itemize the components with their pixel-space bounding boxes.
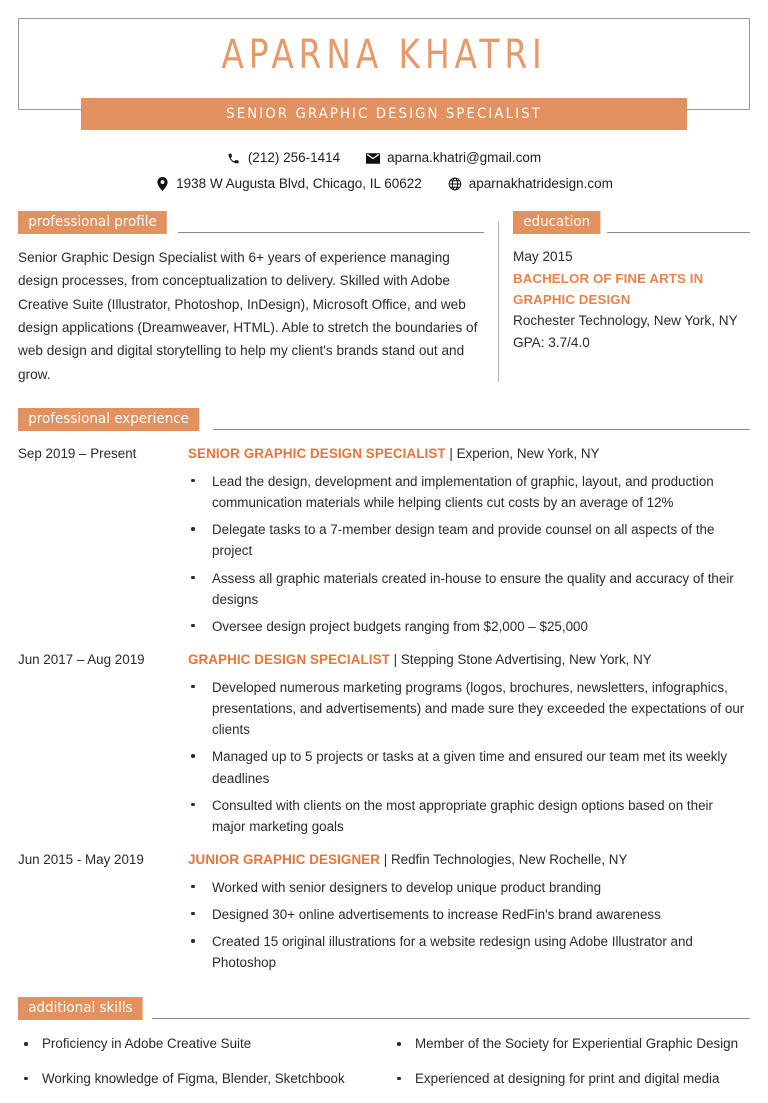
- experience-bullet: Developed numerous marketing programs (logos, brochures, newsletters, infographics, presentations, and advertisements) and made sure they exceeded the expectations of our clients: [188, 677, 750, 741]
- section-header-education: [513, 211, 750, 234]
- experience-date: Jun 2015 - May 2019: [18, 852, 144, 868]
- education-date: May 2015: [513, 248, 573, 264]
- section-header-experience: [18, 408, 750, 431]
- experience-role: GRAPHIC DESIGN SPECIALIST: [188, 652, 390, 668]
- experience-bullet: Created 15 original illustrations for a website redesign using Adobe Illustrator and Photoshop: [188, 931, 750, 973]
- experience-separator: |: [389, 652, 401, 668]
- profile-education-columns: [0, 211, 768, 386]
- experience-company: Stepping Stone Advertising, New York, NY: [400, 652, 652, 668]
- profile-summary-text: Senior Graphic Design Specialist with 6+ years of experience managing design processes, from conceptualization to delivery. Skilled with Adobe Creative Suite (Illustrator, Photoshop, InDesign), Microsoft Office, and web design applications (Dreamweaver, HTML). Able to stretch the boundaries of web design and digital storytelling to help my client's brands stand out and grow.: [18, 249, 478, 382]
- section-tab-profile: professional profile: [18, 211, 167, 234]
- experience-bullet: Managed up to 5 projects or tasks at a given time and ensured our team met its weekly deadlines: [188, 746, 750, 788]
- experience-entry: [18, 445, 750, 637]
- experience-date: Jun 2017 – Aug 2019: [18, 652, 145, 668]
- experience-entry: [18, 851, 750, 973]
- experience-body: [188, 445, 750, 637]
- contact-address[interactable]: [155, 174, 422, 195]
- section-rule-profile: [178, 232, 484, 233]
- contact-info: [0, 148, 768, 195]
- column-divider: [498, 221, 499, 382]
- experience-bullets: [188, 877, 750, 974]
- skills-column-left: [18, 1034, 377, 1102]
- section-rule-experience: [213, 429, 750, 430]
- section-tab-experience: professional experience: [18, 408, 199, 431]
- map-pin-icon: [155, 177, 169, 191]
- experience-title-line: [188, 851, 750, 870]
- experience-bullet: Assess all graphic materials created in-house to ensure the quality and accuracy of their designs: [188, 568, 750, 610]
- contact-row-primary: [0, 148, 768, 169]
- experience-entry: [18, 651, 750, 837]
- contact-phone-text: (212) 256-1414: [247, 150, 341, 165]
- skills-list-left: [18, 1034, 377, 1088]
- education-gpa: GPA: 3.7/4.0: [513, 335, 590, 351]
- experience-company: Redfin Technologies, New Rochelle, NY: [390, 852, 628, 868]
- education-entry: [513, 246, 750, 355]
- section-rule-skills: [152, 1018, 750, 1019]
- skills-list-right: [391, 1034, 750, 1088]
- experience-bullet: Oversee design project budgets ranging from $2,000 – $25,000: [188, 616, 750, 637]
- experience-role: JUNIOR GRAPHIC DESIGNER: [188, 852, 381, 868]
- skill-item: Working knowledge of Figma, Blender, Sketchbook: [18, 1069, 377, 1089]
- envelope-icon: [366, 151, 380, 165]
- section-header-profile: [18, 211, 484, 234]
- experience-bullet: Worked with senior designers to develop unique product branding: [188, 877, 750, 898]
- contact-website[interactable]: [448, 174, 613, 195]
- section-rule-education: [607, 232, 750, 233]
- skill-item: Proficiency in Adobe Creative Suite: [18, 1034, 377, 1054]
- experience-bullet: Consulted with clients on the most appropriate graphic design options based on their major marketing goals: [188, 795, 750, 837]
- skills-columns: [18, 1034, 750, 1102]
- contact-address-text: 1938 W Augusta Blvd, Chicago, IL 60622: [176, 175, 422, 191]
- education-degree: BACHELOR OF FINE ARTS IN GRAPHIC DESIGN: [513, 270, 704, 308]
- experience-title-line: [188, 445, 750, 464]
- experience-section: [0, 408, 768, 973]
- profile-column: [18, 211, 484, 386]
- contact-website-text: aparnakhatridesign.com: [468, 175, 613, 191]
- experience-body: [188, 651, 750, 837]
- experience-bullets: [188, 471, 750, 637]
- experience-list: [18, 445, 750, 973]
- contact-row-secondary: [0, 174, 768, 195]
- candidate-title-bar: SENIOR GRAPHIC DESIGN SPECIALIST: [81, 98, 687, 130]
- section-header-skills: [18, 997, 750, 1020]
- skill-item: Member of the Society for Experiential Graphic Design: [391, 1034, 750, 1054]
- experience-bullet: Lead the design, development and implementation of graphic, layout, and production communication materials while helping clients cut costs by an average of 12%: [188, 471, 750, 513]
- phone-icon: [227, 151, 241, 165]
- experience-separator: |: [445, 446, 457, 462]
- experience-bullet: Delegate tasks to a 7-member design team and provide counsel on all aspects of the project: [188, 519, 750, 561]
- experience-bullet: Designed 30+ online advertisements to increase RedFin's brand awareness: [188, 904, 750, 925]
- skills-section: [0, 997, 768, 1102]
- experience-bullets: [188, 677, 750, 837]
- experience-body: [188, 851, 750, 973]
- experience-separator: |: [380, 852, 391, 868]
- experience-title-line: [188, 651, 750, 670]
- candidate-name: APARNA KHATRI: [221, 32, 547, 78]
- skills-column-right: [377, 1034, 750, 1102]
- contact-phone[interactable]: [227, 148, 340, 169]
- skill-item: Experienced at designing for print and digital media: [391, 1069, 750, 1089]
- experience-role: SENIOR GRAPHIC DESIGN SPECIALIST: [188, 446, 446, 462]
- section-tab-skills: additional skills: [18, 997, 143, 1020]
- education-school: Rochester Technology, New York, NY: [513, 313, 738, 329]
- resume-header: [0, 0, 768, 130]
- experience-company: Experion, New York, NY: [456, 446, 600, 462]
- globe-icon: [448, 177, 462, 191]
- experience-date: Sep 2019 – Present: [18, 446, 137, 462]
- education-column: [513, 211, 750, 386]
- contact-email[interactable]: [366, 148, 541, 169]
- section-tab-education: education: [513, 211, 600, 234]
- contact-email-text: aparna.khatri@gmail.com: [387, 150, 542, 165]
